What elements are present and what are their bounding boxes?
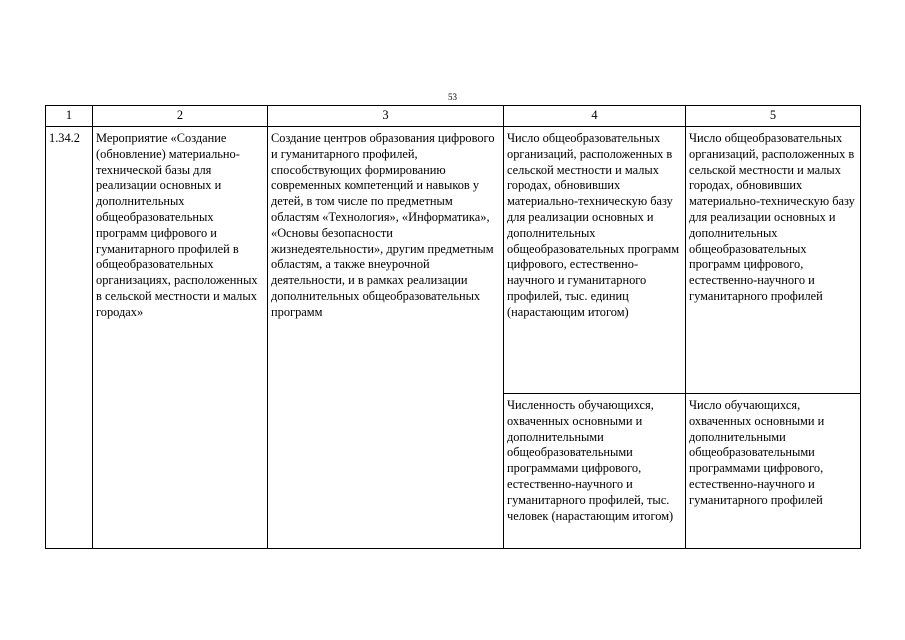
result-cell: Создание центров образования цифрового и гуманитарного профилей, способствующих формированию современных компетенций и навыков у детей, в том числе по предметным областям «Технология», «Информатика», «Основы безопасности жизнедеятельности», другим предметным областям, а также внеурочной деятельности, и в рамках реализации дополнительных общеобразовательных программ [268, 127, 504, 549]
event-name-cell: Мероприятие «Создание (обновление) материально-технической базы для реализации основных и дополнительных общеобразовательных программ цифрового и гуманитарного профилей в общеобразовательных организациях, расположенных в сельской местности и малых городах» [93, 127, 268, 549]
column-header-2: 2 [93, 106, 268, 127]
page-number: 53 [448, 92, 457, 102]
column-header-3: 3 [268, 106, 504, 127]
table-header-row [46, 106, 861, 127]
indicator-name-cell: Численность обучающихся, охваченных основными и дополнительными общеобразовательными программами цифрового, естественно-научного и гуманитарного профилей, тыс. человек (нарастающим итогом) [504, 394, 686, 549]
indicator-description-cell: Число обучающихся, охваченных основными и дополнительными общеобразовательными программами цифрового, естественно-научного и гуманитарного профилей [686, 394, 861, 549]
column-header-5: 5 [686, 106, 861, 127]
measures-table [45, 105, 861, 549]
indicator-description-cell: Число общеобразовательных организаций, расположенных в сельской местности и малых городах, обновивших материально-техническую базу для реализации основных и дополнительных общеобразовательных программ цифрового, естественно-научного и гуманитарного профилей [686, 127, 861, 394]
table-row [46, 127, 861, 394]
row-number-cell: 1.34.2 [46, 127, 93, 549]
indicator-name-cell: Число общеобразовательных организаций, расположенных в сельской местности и малых городах, обновивших материально-техническую базу для реализации основных и дополнительных общеобразовательных программ цифрового, естественно-научного и гуманитарного профилей, тыс. единиц (нарастающим итогом) [504, 127, 686, 394]
column-header-1: 1 [46, 106, 93, 127]
column-header-4: 4 [504, 106, 686, 127]
